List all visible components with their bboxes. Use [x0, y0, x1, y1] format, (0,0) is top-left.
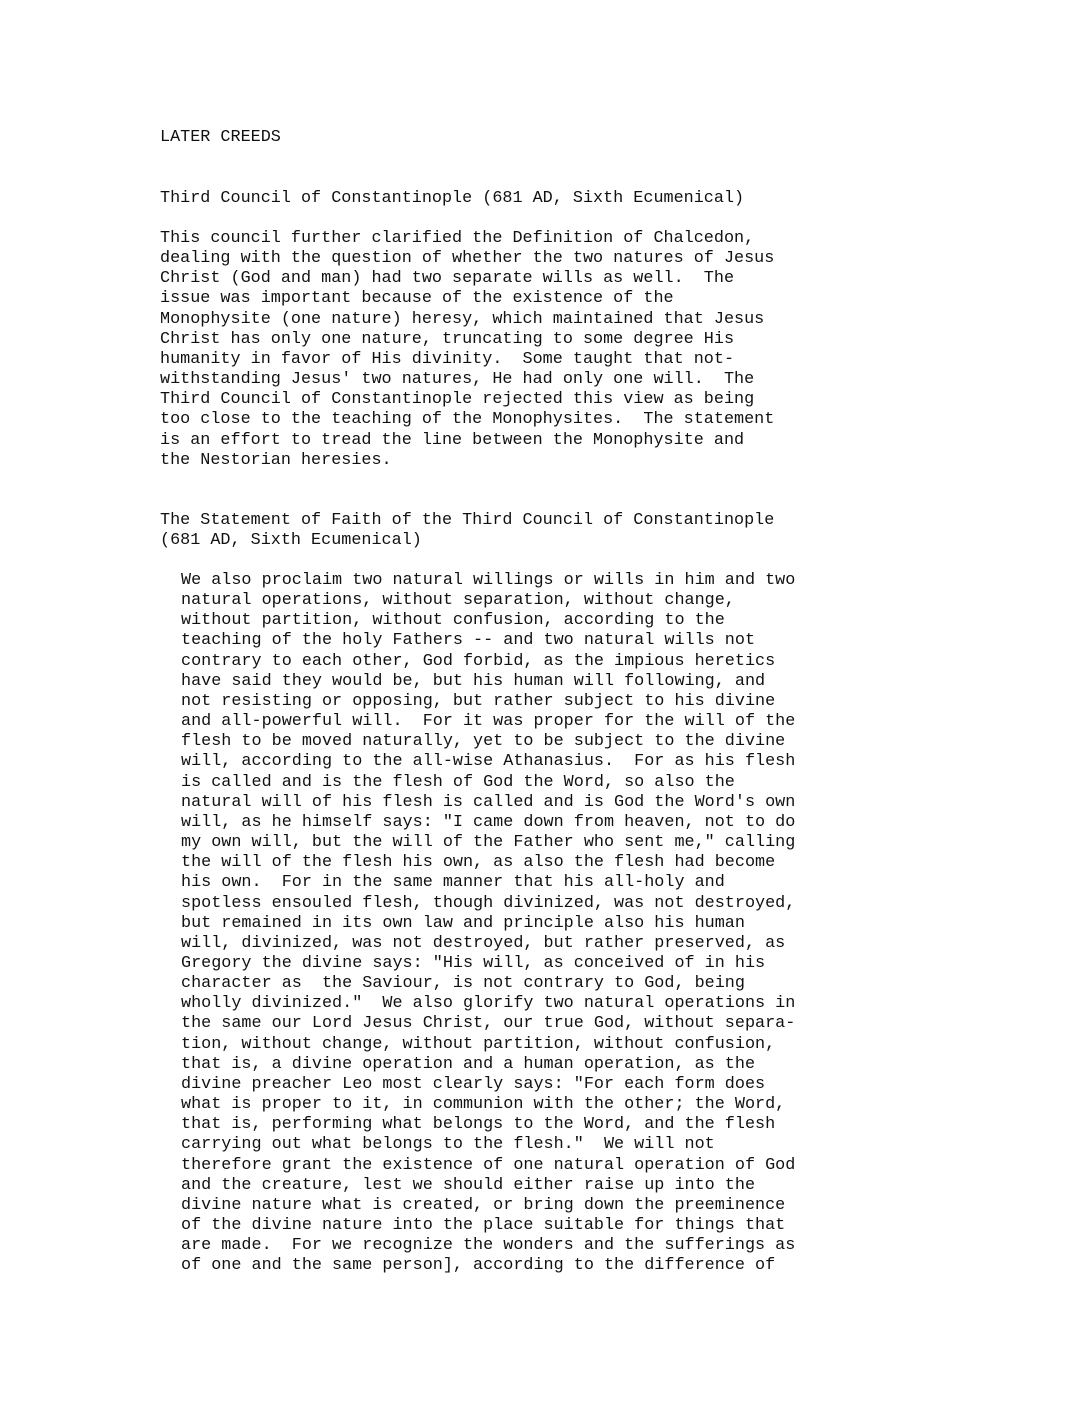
- statement-body: We also proclaim two natural willings or wills in him and two natural operations, without separation, without change, without partition, without confusion, according to the teaching of the holy Fathers -- and two natural wills not contrary to each other, God forbid, as the impious heretics have said they would be, but his human will following, and not resisting or opposing, but rather subject to his divine and all-powerful will. For it was proper for the will of the flesh to be moved naturally, yet to be subject to the divine will, according to the all-wise Athanasius. For as his flesh is called and is the flesh of God the Word, so also the natural will of his flesh is called and is God the Word's own will, as he himself says: "I came down from heaven, not to do my own will, but the will of the Father who sent me," calling the will of the flesh his own, as also the flesh had become his own. For in the same manner that his all-holy and spotless ensouled flesh, though divinized, was not destroyed, but remained in its own law and principle also his human will, divinized, was not destroyed, but rather preserved, as Gregory the divine says: "His will, as conceived of in his character as the Saviour, is not contrary to God, being wholly divinized." We also glorify two natural operations in the same our Lord Jesus Christ, our true God, without separa- tion, without change, without partition, without confusion, that is, a divine operation and a human operation, as the divine preacher Leo most clearly says: "For each form does what is proper to it, in communion with the other; the Word, that is, performing what belongs to the Word, and the flesh carrying out what belongs to the flesh." We will not therefore grant the existence of one natural operation of God and the creature, lest we should either raise up into the divine nature what is created, or bring down the preeminence of the divine nature into the place suitable for things that are made. For we recognize the wonders and the sufferings as of one and the same person], according to the difference of: [181, 571, 796, 1276]
- statement-title: The Statement of Faith of the Third Council of Constantinople (681 AD, Sixth Ecumenical): [160, 511, 775, 551]
- intro-paragraph: This council further clarified the Definition of Chalcedon, dealing with the question of whether the two natures of Jesus Christ (God and man) had two separate wills as well. The issue was important because of the existence of the Monophysite (one nature) heresy, which maintained that Jesus Christ has only one nature, truncating to some degree His humanity in favor of His divinity. Some taught that not- withstanding Jesus' two natures, He had only one will. The Third Council of Constantinople rejected this view as being too close to the teaching of the Monophysites. The statement is an effort to tread the line between the Monophysite and the Nestorian heresies.: [160, 229, 775, 470]
- council-title: Third Council of Constantinople (681 AD, Sixth Ecumenical): [160, 189, 745, 208]
- document-heading: LATER CREEDS: [160, 128, 281, 147]
